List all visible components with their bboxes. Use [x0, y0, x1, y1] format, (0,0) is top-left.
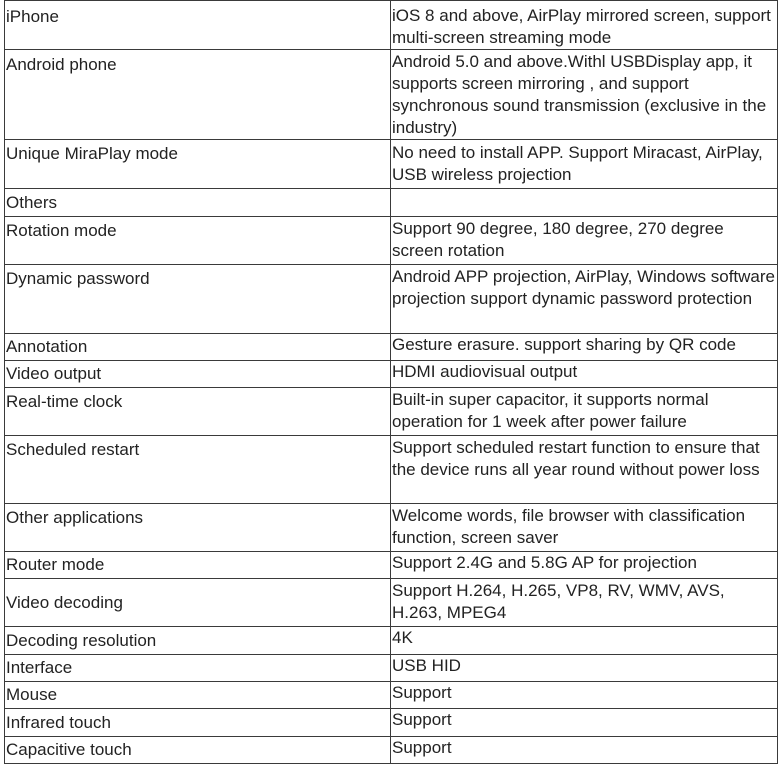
feature-cell: Unique MiraPlay mode: [5, 140, 391, 189]
feature-cell: Android phone: [5, 50, 391, 140]
table-row: [5, 265, 778, 334]
details-cell: Support: [391, 709, 778, 737]
table-row: [5, 682, 778, 709]
details-cell: Support 90 degree, 180 degree, 270 degree screen rotation: [391, 217, 778, 265]
details-cell: Support 2.4G and 5.8G AP for projection: [391, 552, 778, 579]
table-row: [5, 361, 778, 388]
table-row: [5, 655, 778, 682]
details-cell: Android APP projection, AirPlay, Windows software projection support dynamic password protection: [391, 265, 778, 334]
table-row: [5, 334, 778, 361]
details-cell: Built-in super capacitor, it supports normal operation for 1 week after power failure: [391, 388, 778, 436]
feature-cell: Other applications: [5, 504, 391, 552]
details-cell: Support: [391, 682, 778, 709]
table-row: [5, 189, 778, 217]
feature-cell: Mouse: [5, 682, 391, 709]
table-row: [5, 140, 778, 189]
details-cell: HDMI audiovisual output: [391, 361, 778, 388]
feature-cell: Video decoding: [5, 579, 391, 627]
table-row: [5, 1, 778, 50]
table-row: [5, 217, 778, 265]
spec-table-body: [5, 1, 778, 764]
table-row: [5, 737, 778, 764]
feature-cell: Scheduled restart: [5, 436, 391, 504]
table-row: [5, 388, 778, 436]
table-row: [5, 436, 778, 504]
feature-cell: Capacitive touch: [5, 737, 391, 764]
feature-cell: Decoding resolution: [5, 627, 391, 655]
table-row: [5, 504, 778, 552]
feature-cell: iPhone: [5, 1, 391, 50]
feature-cell: Interface: [5, 655, 391, 682]
feature-cell: Dynamic password: [5, 265, 391, 334]
feature-cell: Others: [5, 189, 391, 217]
feature-cell: Infrared touch: [5, 709, 391, 737]
details-cell: Support: [391, 737, 778, 764]
spec-table: [4, 0, 778, 764]
feature-cell: Annotation: [5, 334, 391, 361]
details-cell: Android 5.0 and above.Withl USBDisplay app, it supports screen mirroring , and support synchronous sound transmission (exclusive in the industry): [391, 50, 778, 140]
details-cell: Support scheduled restart function to ensure that the device runs all year round without power loss: [391, 436, 778, 504]
table-row: [5, 709, 778, 737]
details-cell: Gesture erasure. support sharing by QR code: [391, 334, 778, 361]
table-row: [5, 579, 778, 627]
details-cell: 4K: [391, 627, 778, 655]
details-cell: USB HID: [391, 655, 778, 682]
details-cell: Welcome words, file browser with classification function, screen saver: [391, 504, 778, 552]
feature-cell: Rotation mode: [5, 217, 391, 265]
table-row: [5, 552, 778, 579]
details-cell: [391, 189, 778, 217]
feature-cell: Router mode: [5, 552, 391, 579]
details-cell: No need to install APP. Support Miracast, AirPlay, USB wireless projection: [391, 140, 778, 189]
table-row: [5, 50, 778, 140]
table-row: [5, 627, 778, 655]
details-cell: Support H.264, H.265, VP8, RV, WMV, AVS, H.263, MPEG4: [391, 579, 778, 627]
feature-cell: Real-time clock: [5, 388, 391, 436]
feature-cell: Video output: [5, 361, 391, 388]
details-cell: iOS 8 and above, AirPlay mirrored screen, support multi-screen streaming mode: [391, 1, 778, 50]
